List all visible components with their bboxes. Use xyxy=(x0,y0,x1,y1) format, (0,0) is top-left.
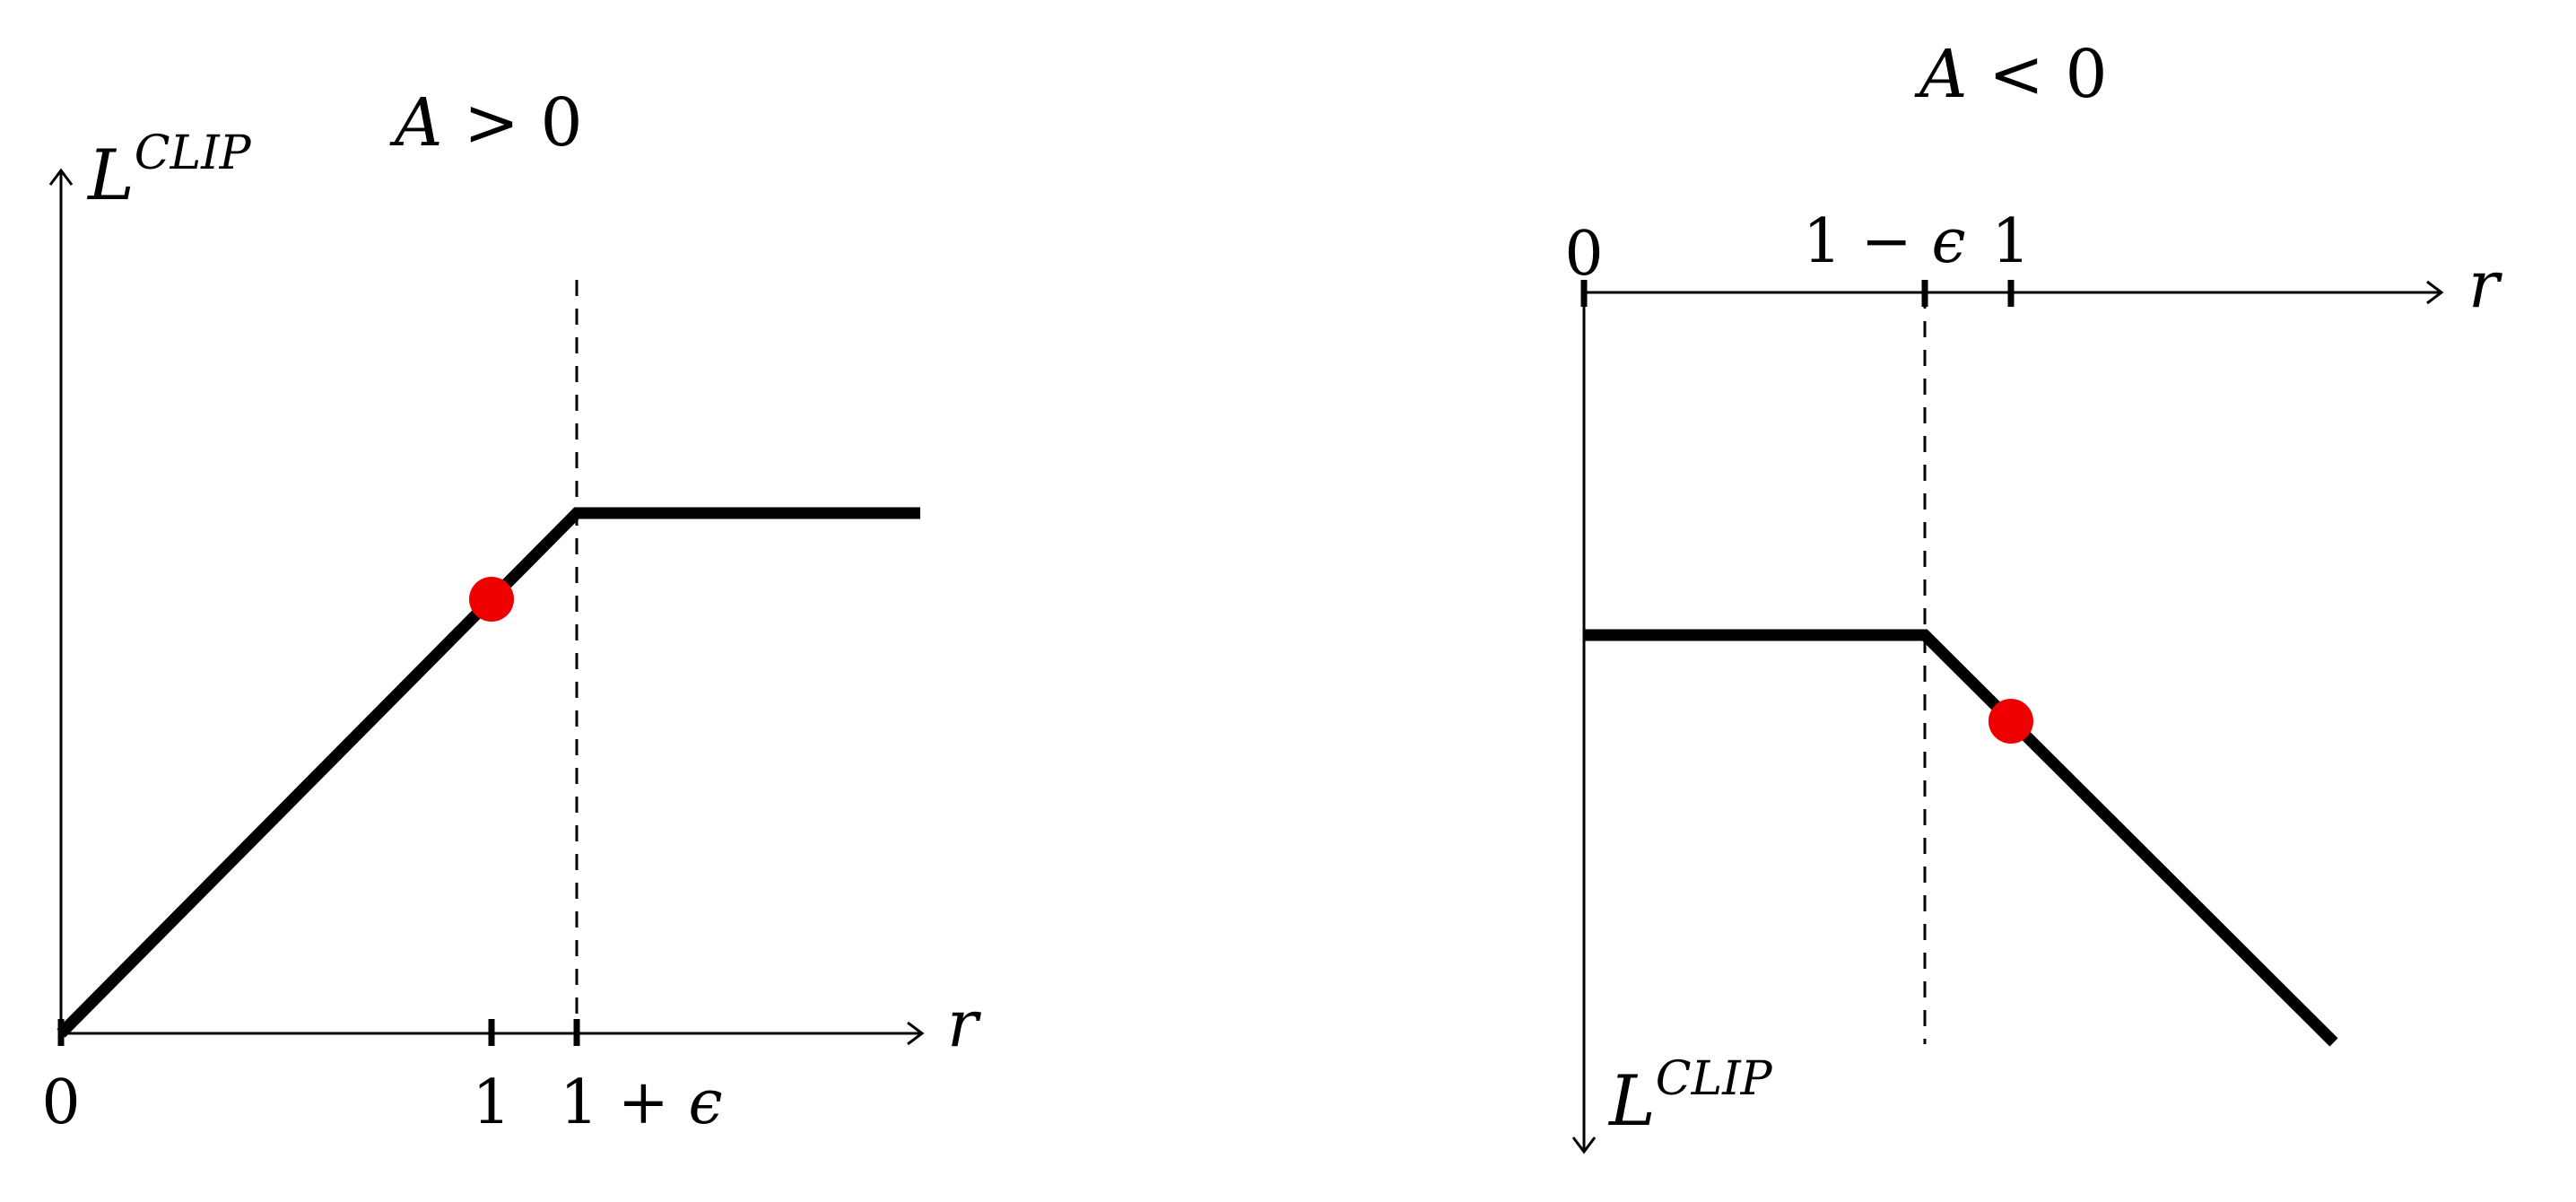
left-panel xyxy=(41,84,981,1138)
left-title: A > 0 xyxy=(395,84,583,161)
left-x-axis-label: r xyxy=(947,986,979,1061)
left-tick-clip-label: 1 + ϵ xyxy=(560,1067,723,1138)
right-tick-clip-label: 1 − ϵ xyxy=(1803,206,1966,277)
right-y-axis-label: $L^{CLIP}$ xyxy=(1609,1052,1772,1142)
right-clip-objective-line xyxy=(1584,635,2334,1042)
right-tick-one-label: 1 xyxy=(1991,206,2031,277)
left-marker-r-equals-1 xyxy=(469,577,514,622)
left-y-axis-label: $L^{CLIP}$ xyxy=(88,126,251,216)
left-tick-origin-label: 0 xyxy=(41,1067,81,1138)
right-x-axis-label: r xyxy=(2468,247,2500,322)
right-panel xyxy=(1564,36,2502,1152)
right-title: A < 0 xyxy=(1919,36,2108,113)
right-tick-origin-label: 0 xyxy=(1564,219,1604,290)
left-tick-one-label: 1 xyxy=(472,1067,511,1138)
right-marker-r-equals-1 xyxy=(1989,699,2033,744)
